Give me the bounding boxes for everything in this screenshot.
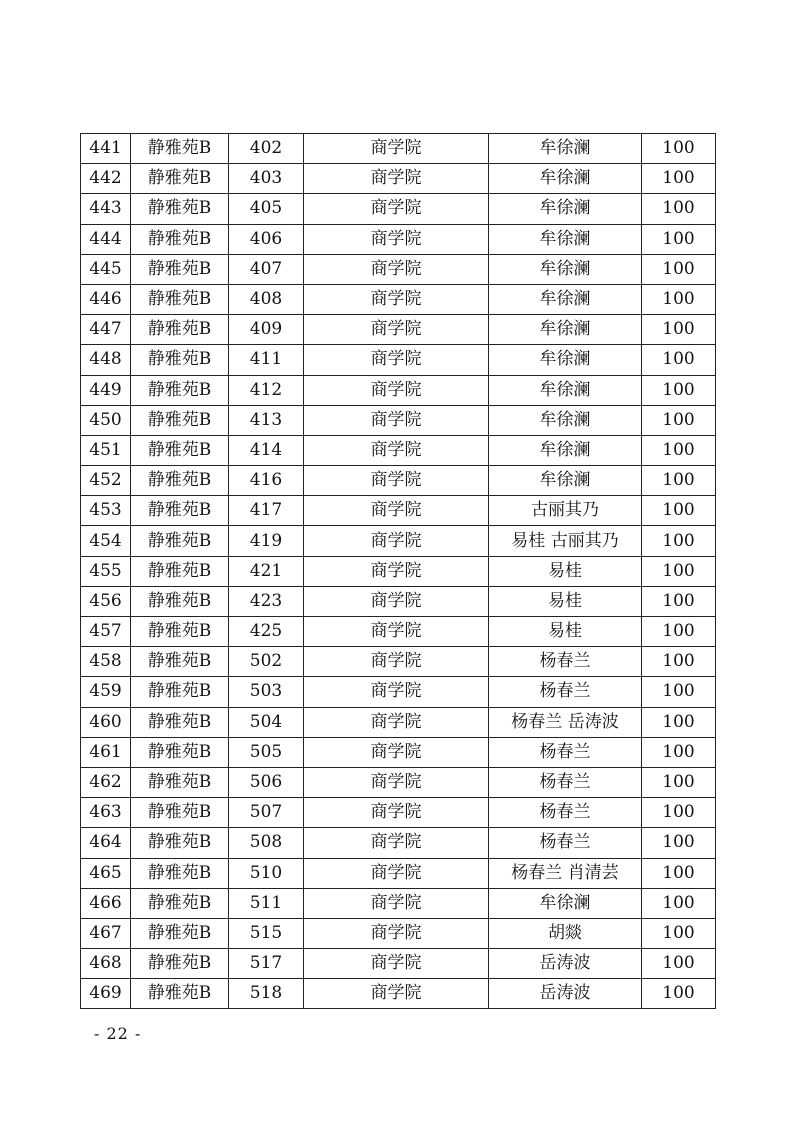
building-cell: 静雅苑B (131, 556, 229, 586)
room-number-cell: 502 (229, 647, 304, 677)
building-cell: 静雅苑B (131, 134, 229, 164)
room-number-cell: 402 (229, 134, 304, 164)
college-cell: 商学院 (304, 375, 489, 405)
table-row (81, 134, 716, 164)
room-number-cell: 503 (229, 677, 304, 707)
building-cell: 静雅苑B (131, 858, 229, 888)
room-number-cell: 416 (229, 466, 304, 496)
score-cell: 100 (642, 435, 716, 465)
responsible-person-cell: 易桂 (489, 617, 642, 647)
table-row (81, 315, 716, 345)
row-number-cell: 464 (81, 828, 131, 858)
responsible-person-cell: 牟徐澜 (489, 194, 642, 224)
responsible-person-cell: 杨春兰 (489, 677, 642, 707)
score-cell: 100 (642, 737, 716, 767)
room-number-cell: 510 (229, 858, 304, 888)
room-number-cell: 413 (229, 405, 304, 435)
responsible-person-cell: 牟徐澜 (489, 375, 642, 405)
room-number-cell: 518 (229, 979, 304, 1009)
building-cell: 静雅苑B (131, 345, 229, 375)
responsible-person-cell: 易桂 古丽其乃 (489, 526, 642, 556)
building-cell: 静雅苑B (131, 496, 229, 526)
score-cell: 100 (642, 586, 716, 616)
building-cell: 静雅苑B (131, 798, 229, 828)
college-cell: 商学院 (304, 435, 489, 465)
responsible-person-cell: 岳涛波 (489, 949, 642, 979)
table-row (81, 375, 716, 405)
score-cell: 100 (642, 164, 716, 194)
score-cell: 100 (642, 828, 716, 858)
responsible-person-cell: 古丽其乃 (489, 496, 642, 526)
room-number-cell: 425 (229, 617, 304, 647)
score-cell: 100 (642, 134, 716, 164)
table-row (81, 888, 716, 918)
building-cell: 静雅苑B (131, 707, 229, 737)
building-cell: 静雅苑B (131, 254, 229, 284)
college-cell: 商学院 (304, 586, 489, 616)
college-cell: 商学院 (304, 949, 489, 979)
college-cell: 商学院 (304, 405, 489, 435)
score-cell: 100 (642, 405, 716, 435)
building-cell: 静雅苑B (131, 979, 229, 1009)
score-cell: 100 (642, 496, 716, 526)
row-number-cell: 465 (81, 858, 131, 888)
table-row (81, 526, 716, 556)
room-number-cell: 508 (229, 828, 304, 858)
score-cell: 100 (642, 315, 716, 345)
table-row (81, 798, 716, 828)
table-row (81, 918, 716, 948)
score-cell: 100 (642, 677, 716, 707)
college-cell: 商学院 (304, 194, 489, 224)
responsible-person-cell: 牟徐澜 (489, 134, 642, 164)
room-number-cell: 405 (229, 194, 304, 224)
room-number-cell: 506 (229, 767, 304, 797)
score-cell: 100 (642, 888, 716, 918)
score-cell: 100 (642, 617, 716, 647)
row-number-cell: 444 (81, 224, 131, 254)
college-cell: 商学院 (304, 918, 489, 948)
score-cell: 100 (642, 466, 716, 496)
row-number-cell: 466 (81, 888, 131, 918)
college-cell: 商学院 (304, 798, 489, 828)
college-cell: 商学院 (304, 979, 489, 1009)
room-number-cell: 417 (229, 496, 304, 526)
building-cell: 静雅苑B (131, 767, 229, 797)
score-cell: 100 (642, 979, 716, 1009)
college-cell: 商学院 (304, 224, 489, 254)
responsible-person-cell: 牟徐澜 (489, 224, 642, 254)
college-cell: 商学院 (304, 556, 489, 586)
college-cell: 商学院 (304, 526, 489, 556)
room-number-cell: 408 (229, 284, 304, 314)
college-cell: 商学院 (304, 496, 489, 526)
room-number-cell: 412 (229, 375, 304, 405)
score-cell: 100 (642, 375, 716, 405)
building-cell: 静雅苑B (131, 164, 229, 194)
score-cell: 100 (642, 224, 716, 254)
score-cell: 100 (642, 767, 716, 797)
room-number-cell: 505 (229, 737, 304, 767)
responsible-person-cell: 牟徐澜 (489, 284, 642, 314)
room-number-cell: 517 (229, 949, 304, 979)
table-row (81, 949, 716, 979)
responsible-person-cell: 易桂 (489, 556, 642, 586)
table-row (81, 496, 716, 526)
row-number-cell: 458 (81, 647, 131, 677)
score-cell: 100 (642, 798, 716, 828)
college-cell: 商学院 (304, 707, 489, 737)
table-row (81, 828, 716, 858)
building-cell: 静雅苑B (131, 918, 229, 948)
row-number-cell: 442 (81, 164, 131, 194)
table-row (81, 194, 716, 224)
responsible-person-cell: 牟徐澜 (489, 315, 642, 345)
room-number-cell: 411 (229, 345, 304, 375)
responsible-person-cell: 易桂 (489, 586, 642, 616)
room-number-cell: 421 (229, 556, 304, 586)
responsible-person-cell: 牟徐澜 (489, 466, 642, 496)
building-cell: 静雅苑B (131, 888, 229, 918)
responsible-person-cell: 牟徐澜 (489, 405, 642, 435)
college-cell: 商学院 (304, 737, 489, 767)
responsible-person-cell: 杨春兰 (489, 737, 642, 767)
room-number-cell: 511 (229, 888, 304, 918)
building-cell: 静雅苑B (131, 405, 229, 435)
room-number-cell: 414 (229, 435, 304, 465)
responsible-person-cell: 杨春兰 (489, 647, 642, 677)
row-number-cell: 451 (81, 435, 131, 465)
table-row (81, 767, 716, 797)
row-number-cell: 448 (81, 345, 131, 375)
room-number-cell: 403 (229, 164, 304, 194)
college-cell: 商学院 (304, 647, 489, 677)
building-cell: 静雅苑B (131, 677, 229, 707)
building-cell: 静雅苑B (131, 828, 229, 858)
table-row (81, 254, 716, 284)
building-cell: 静雅苑B (131, 315, 229, 345)
college-cell: 商学院 (304, 767, 489, 797)
row-number-cell: 463 (81, 798, 131, 828)
building-cell: 静雅苑B (131, 284, 229, 314)
row-number-cell: 468 (81, 949, 131, 979)
responsible-person-cell: 杨春兰 (489, 798, 642, 828)
table-row (81, 164, 716, 194)
responsible-person-cell: 岳涛波 (489, 979, 642, 1009)
responsible-person-cell: 杨春兰 岳涛波 (489, 707, 642, 737)
score-cell: 100 (642, 918, 716, 948)
building-cell: 静雅苑B (131, 526, 229, 556)
row-number-cell: 467 (81, 918, 131, 948)
row-number-cell: 460 (81, 707, 131, 737)
dormitory-score-table (80, 133, 716, 1009)
score-cell: 100 (642, 254, 716, 284)
row-number-cell: 450 (81, 405, 131, 435)
responsible-person-cell: 杨春兰 (489, 828, 642, 858)
responsible-person-cell: 胡燚 (489, 918, 642, 948)
room-number-cell: 504 (229, 707, 304, 737)
responsible-person-cell: 牟徐澜 (489, 435, 642, 465)
room-number-cell: 515 (229, 918, 304, 948)
table-row (81, 345, 716, 375)
college-cell: 商学院 (304, 315, 489, 345)
building-cell: 静雅苑B (131, 737, 229, 767)
table-row (81, 737, 716, 767)
building-cell: 静雅苑B (131, 949, 229, 979)
college-cell: 商学院 (304, 888, 489, 918)
table-row (81, 617, 716, 647)
building-cell: 静雅苑B (131, 224, 229, 254)
building-cell: 静雅苑B (131, 586, 229, 616)
college-cell: 商学院 (304, 284, 489, 314)
row-number-cell: 445 (81, 254, 131, 284)
row-number-cell: 457 (81, 617, 131, 647)
building-cell: 静雅苑B (131, 647, 229, 677)
table-row (81, 405, 716, 435)
row-number-cell: 446 (81, 284, 131, 314)
score-cell: 100 (642, 194, 716, 224)
row-number-cell: 447 (81, 315, 131, 345)
row-number-cell: 453 (81, 496, 131, 526)
score-cell: 100 (642, 526, 716, 556)
room-number-cell: 407 (229, 254, 304, 284)
building-cell: 静雅苑B (131, 435, 229, 465)
score-cell: 100 (642, 949, 716, 979)
table-row (81, 858, 716, 888)
score-cell: 100 (642, 707, 716, 737)
score-cell: 100 (642, 345, 716, 375)
table-row (81, 284, 716, 314)
row-number-cell: 462 (81, 767, 131, 797)
college-cell: 商学院 (304, 617, 489, 647)
responsible-person-cell: 牟徐澜 (489, 164, 642, 194)
score-cell: 100 (642, 556, 716, 586)
college-cell: 商学院 (304, 254, 489, 284)
responsible-person-cell: 牟徐澜 (489, 345, 642, 375)
building-cell: 静雅苑B (131, 466, 229, 496)
row-number-cell: 456 (81, 586, 131, 616)
room-number-cell: 507 (229, 798, 304, 828)
row-number-cell: 455 (81, 556, 131, 586)
room-number-cell: 419 (229, 526, 304, 556)
table-row (81, 586, 716, 616)
building-cell: 静雅苑B (131, 375, 229, 405)
college-cell: 商学院 (304, 134, 489, 164)
score-cell: 100 (642, 858, 716, 888)
table-row (81, 435, 716, 465)
table-row (81, 466, 716, 496)
row-number-cell: 452 (81, 466, 131, 496)
college-cell: 商学院 (304, 466, 489, 496)
room-number-cell: 406 (229, 224, 304, 254)
table-row (81, 677, 716, 707)
college-cell: 商学院 (304, 858, 489, 888)
responsible-person-cell: 杨春兰 (489, 767, 642, 797)
score-cell: 100 (642, 647, 716, 677)
college-cell: 商学院 (304, 164, 489, 194)
row-number-cell: 461 (81, 737, 131, 767)
table-row (81, 556, 716, 586)
row-number-cell: 449 (81, 375, 131, 405)
college-cell: 商学院 (304, 677, 489, 707)
room-number-cell: 409 (229, 315, 304, 345)
table-row (81, 979, 716, 1009)
responsible-person-cell: 杨春兰 肖清芸 (489, 858, 642, 888)
responsible-person-cell: 牟徐澜 (489, 254, 642, 284)
row-number-cell: 441 (81, 134, 131, 164)
college-cell: 商学院 (304, 345, 489, 375)
row-number-cell: 459 (81, 677, 131, 707)
table-row (81, 707, 716, 737)
table-row (81, 224, 716, 254)
responsible-person-cell: 牟徐澜 (489, 888, 642, 918)
room-number-cell: 423 (229, 586, 304, 616)
page-number: - 22 - (94, 1024, 142, 1043)
table-row (81, 647, 716, 677)
building-cell: 静雅苑B (131, 617, 229, 647)
building-cell: 静雅苑B (131, 194, 229, 224)
row-number-cell: 454 (81, 526, 131, 556)
row-number-cell: 443 (81, 194, 131, 224)
table-body (81, 134, 716, 1009)
row-number-cell: 469 (81, 979, 131, 1009)
score-cell: 100 (642, 284, 716, 314)
college-cell: 商学院 (304, 828, 489, 858)
